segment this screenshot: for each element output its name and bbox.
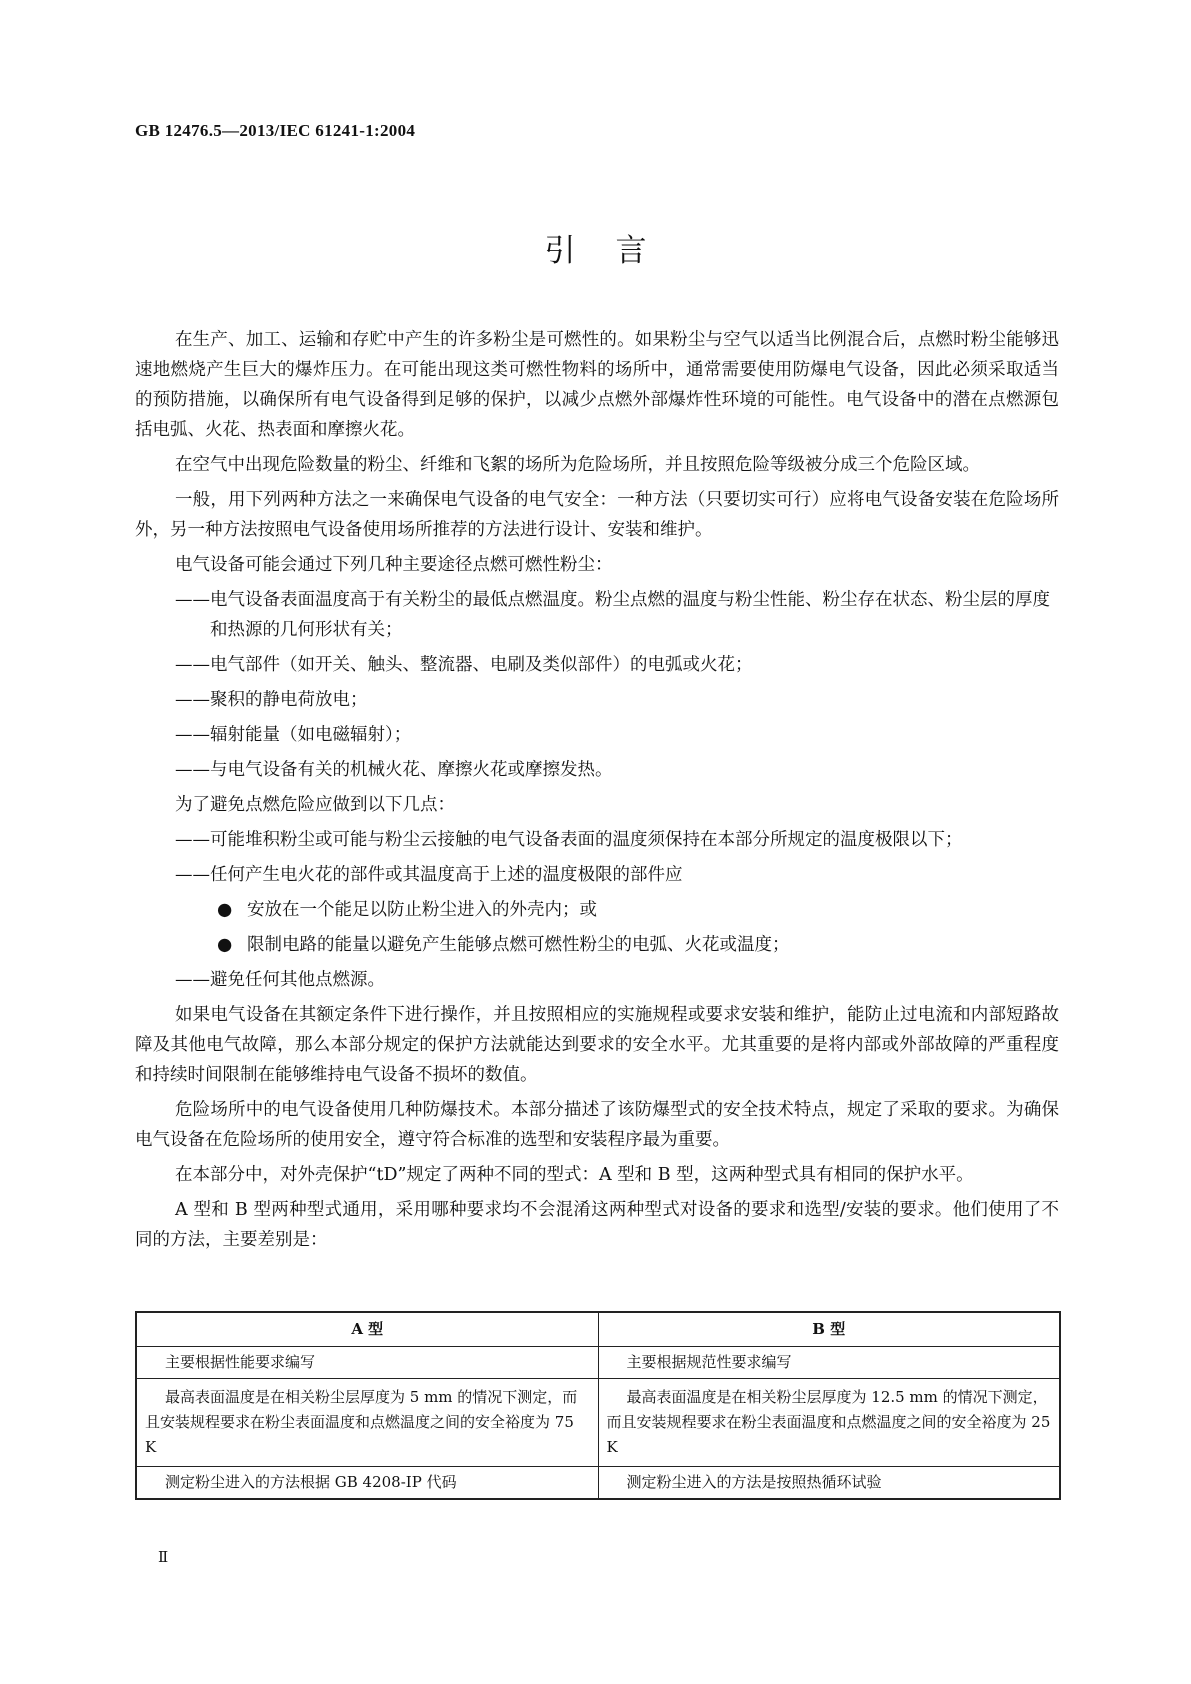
paragraph-7: 危险场所中的电气设备使用几种防爆技术。本部分描述了该防爆型式的安全技术特点，规定了采取的要求。为确保电气设备在危险场所的使用安全，遵守符合标准的选型和安装程序最为重要。 xyxy=(135,1100,1059,1150)
bullet-icon: ● xyxy=(217,900,233,920)
list-item-ignition-1 xyxy=(135,585,1059,645)
table-cell: 最高表面温度是在相关粉尘层厚度为 12.5 mm 的情况下测定，而且安装规程要求在粉尘表面温度和点燃温度之间的安全裕度为 25 K xyxy=(598,1379,1060,1467)
page-number: Ⅱ xyxy=(158,1548,169,1566)
paragraph-2: 在空气中出现危险数量的粉尘、纤维和飞絮的场所为危险场所，并且按照危险等级被分成三个危险区域。 xyxy=(175,455,980,475)
paragraph-9: A 型和 B 型两种型式通用，采用哪种要求均不会混淆这两种型式对设备的要求和选型/安装的要求。他们使用了不同的方法，主要差别是： xyxy=(135,1200,1059,1250)
list-item-ignition-4 xyxy=(135,720,1059,750)
bullet-item-2 xyxy=(135,930,1059,960)
list-item-avoid-1 xyxy=(135,825,1059,855)
table-cell: 主要根据规范性要求编写 xyxy=(598,1347,1060,1379)
table-cell: 最高表面温度是在相关粉尘层厚度为 5 mm 的情况下测定，而且安装规程要求在粉尘表面温度和点燃温度之间的安全裕度为 75 K xyxy=(136,1379,598,1467)
dash-marker: —— xyxy=(175,970,210,990)
dash-marker: —— xyxy=(175,865,210,885)
list-item-text: 与电气设备有关的机械火花、摩擦火花或摩擦发热。 xyxy=(210,760,613,780)
paragraph-6: 如果电气设备在其额定条件下进行操作，并且按照相应的实施规程或要求安装和维护，能防止过电流和内部短路故障及其他电气故障，那么本部分规定的保护方法就能达到要求的安全水平。尤其重要的是将内部或外部故障的严重程度和持续时间限制在能够维持电气设备不损坏的数值。 xyxy=(135,1005,1059,1085)
list-item-text: 辐射能量（如电磁辐射）； xyxy=(210,725,412,745)
paragraph-1: 在生产、加工、运输和存贮中产生的许多粉尘是可燃性的。如果粉尘与空气以适当比例混合后，点燃时粉尘能够迅速地燃烧产生巨大的爆炸压力。在可能出现这类可燃性物料的场所中，通常需要使用防爆电气设备，因此必须采取适当的预防措施，以确保所有电气设备得到足够的保护，以减少点燃外部爆炸性环境的可能性。电气设备中的潜在点燃源包括电弧、火花、热表面和摩擦火花。 xyxy=(135,330,1059,440)
table-cell: 主要根据性能要求编写 xyxy=(136,1347,598,1379)
dash-marker: —— xyxy=(175,655,210,675)
list-item-avoid-3 xyxy=(135,965,1059,995)
list-item-ignition-2 xyxy=(135,650,1059,680)
dash-marker: —— xyxy=(175,760,210,780)
table-cell: 测定粉尘进入的方法是按照热循环试验 xyxy=(598,1467,1060,1500)
paragraph-5: 为了避免点燃危险应做到以下几点： xyxy=(175,795,455,815)
table-header-b: B 型 xyxy=(598,1312,1060,1347)
list-item-avoid-2 xyxy=(135,860,1059,890)
list-item-text: 聚积的静电荷放电； xyxy=(210,690,368,710)
document-code-header: GB 12476.5—2013/IEC 61241-1:2004 xyxy=(135,121,416,140)
table-row xyxy=(136,1379,1060,1467)
dash-marker: —— xyxy=(175,830,210,850)
list-item-text: 电气部件（如开关、触头、整流器、电刷及类似部件）的电弧或火花； xyxy=(210,655,753,675)
dash-marker: —— xyxy=(175,590,210,610)
table-row xyxy=(136,1347,1060,1379)
dash-marker: —— xyxy=(175,690,210,710)
document-body xyxy=(135,325,1059,1260)
list-item-text: 电气设备表面温度高于有关粉尘的最低点燃温度。粉尘点燃的温度与粉尘性能、粉尘存在状态、粉尘层的厚度和热源的几何形状有关； xyxy=(210,590,1050,640)
bullet-item-text: 限制电路的能量以避免产生能够点燃可燃性粉尘的电弧、火花或温度； xyxy=(247,935,790,955)
comparison-table xyxy=(135,1311,1061,1500)
list-item-text: 任何产生电火花的部件或其温度高于上述的温度极限的部件应 xyxy=(210,865,683,885)
paragraph-3: 一般，用下列两种方法之一来确保电气设备的电气安全：一种方法（只要切实可行）应将电气设备安装在危险场所外，另一种方法按照电气设备使用场所推荐的方法进行设计、安装和维护。 xyxy=(135,490,1059,540)
table-cell: 测定粉尘进入的方法根据 GB 4208-IP 代码 xyxy=(136,1467,598,1500)
paragraph-8: 在本部分中，对外壳保护“tD”规定了两种不同的型式：A 型和 B 型，这两种型式具有相同的保护水平。 xyxy=(175,1165,974,1185)
dash-marker: —— xyxy=(175,725,210,745)
list-item-ignition-3 xyxy=(135,685,1059,715)
table-header-a: A 型 xyxy=(136,1312,598,1347)
bullet-item-1 xyxy=(135,895,1059,925)
table-row xyxy=(136,1467,1060,1500)
list-item-text: 避免任何其他点燃源。 xyxy=(210,970,385,990)
list-item-ignition-5 xyxy=(135,755,1059,785)
paragraph-4: 电气设备可能会通过下列几种主要途径点燃可燃性粉尘： xyxy=(175,555,613,575)
list-item-text: 可能堆积粉尘或可能与粉尘云接触的电气设备表面的温度须保持在本部分所规定的温度极限以下； xyxy=(210,830,963,850)
bullet-item-text: 安放在一个能足以防止粉尘进入的外壳内；或 xyxy=(247,900,597,920)
bullet-icon: ● xyxy=(217,935,233,955)
table-header-row xyxy=(136,1312,1060,1347)
section-title: 引言 xyxy=(544,233,687,269)
